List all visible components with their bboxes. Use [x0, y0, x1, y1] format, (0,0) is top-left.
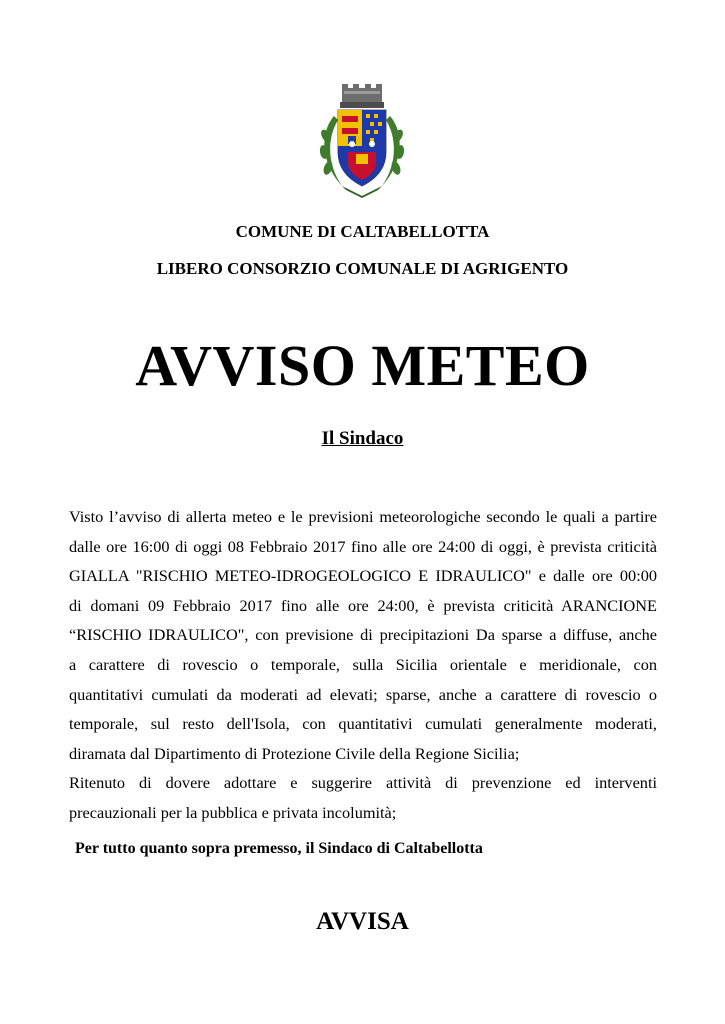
body-line: “RISCHIO IDRAULICO", con previsione di precipitazioni Da sparse a diffuse, anche [69, 625, 657, 645]
avvisa-heading: AVVISA [316, 908, 409, 935]
body-line: diramata dal Dipartimento di Protezione Civile della Regione Sicilia; [69, 743, 520, 763]
crown [340, 84, 384, 108]
consorzio-heading: LIBERO CONSORZIO COMUNALE DI AGRIGENTO [156, 259, 569, 278]
body-line: a carattere di rovescio o temporale, sulla Sicilia orientale e meridionale, con [69, 654, 657, 674]
body-line: temporale, sul resto dell'Isola, con quantitativi cumulati generalmente moderati, [69, 714, 657, 734]
body-line: di domani 09 Febbraio 2017 fino alle ore 24:00, è prevista criticità ARANCIONE [69, 595, 657, 615]
notice-body [69, 502, 657, 828]
body-line: precauzionali per la pubblica e privata incolumità; [69, 802, 397, 822]
subtitle-sindaco: Il Sindaco [321, 428, 404, 449]
comune-heading: COMUNE DI CALTABELLOTTA [235, 222, 490, 241]
body-line: quantitativi cumulati da moderati ad elevati; sparse, anche a carattere di rovescio o [69, 684, 657, 704]
coat-of-arms-icon [312, 82, 412, 202]
body-line: GIALLA "RISCHIO METEO-IDROGEOLOGICO E IDRAULICO" e dalle ore 00:00 [69, 566, 657, 586]
premessa-statement: Per tutto quanto sopra premesso, il Sindaco di Caltabellotta [75, 840, 483, 857]
body-line: dalle ore 16:00 di oggi 08 Febbraio 2017 fino alle ore 24:00 di oggi, è prevista criticità [69, 536, 657, 556]
body-line: Visto l’avviso di allerta meteo e le previsioni meteorologiche secondo le quali a partire [69, 507, 657, 526]
page-title: AVVISO METEO [135, 333, 590, 398]
shield [338, 110, 386, 186]
body-line: Ritenuto di dovere adottare e suggerire attività di prevenzione ed interventi [69, 773, 657, 793]
